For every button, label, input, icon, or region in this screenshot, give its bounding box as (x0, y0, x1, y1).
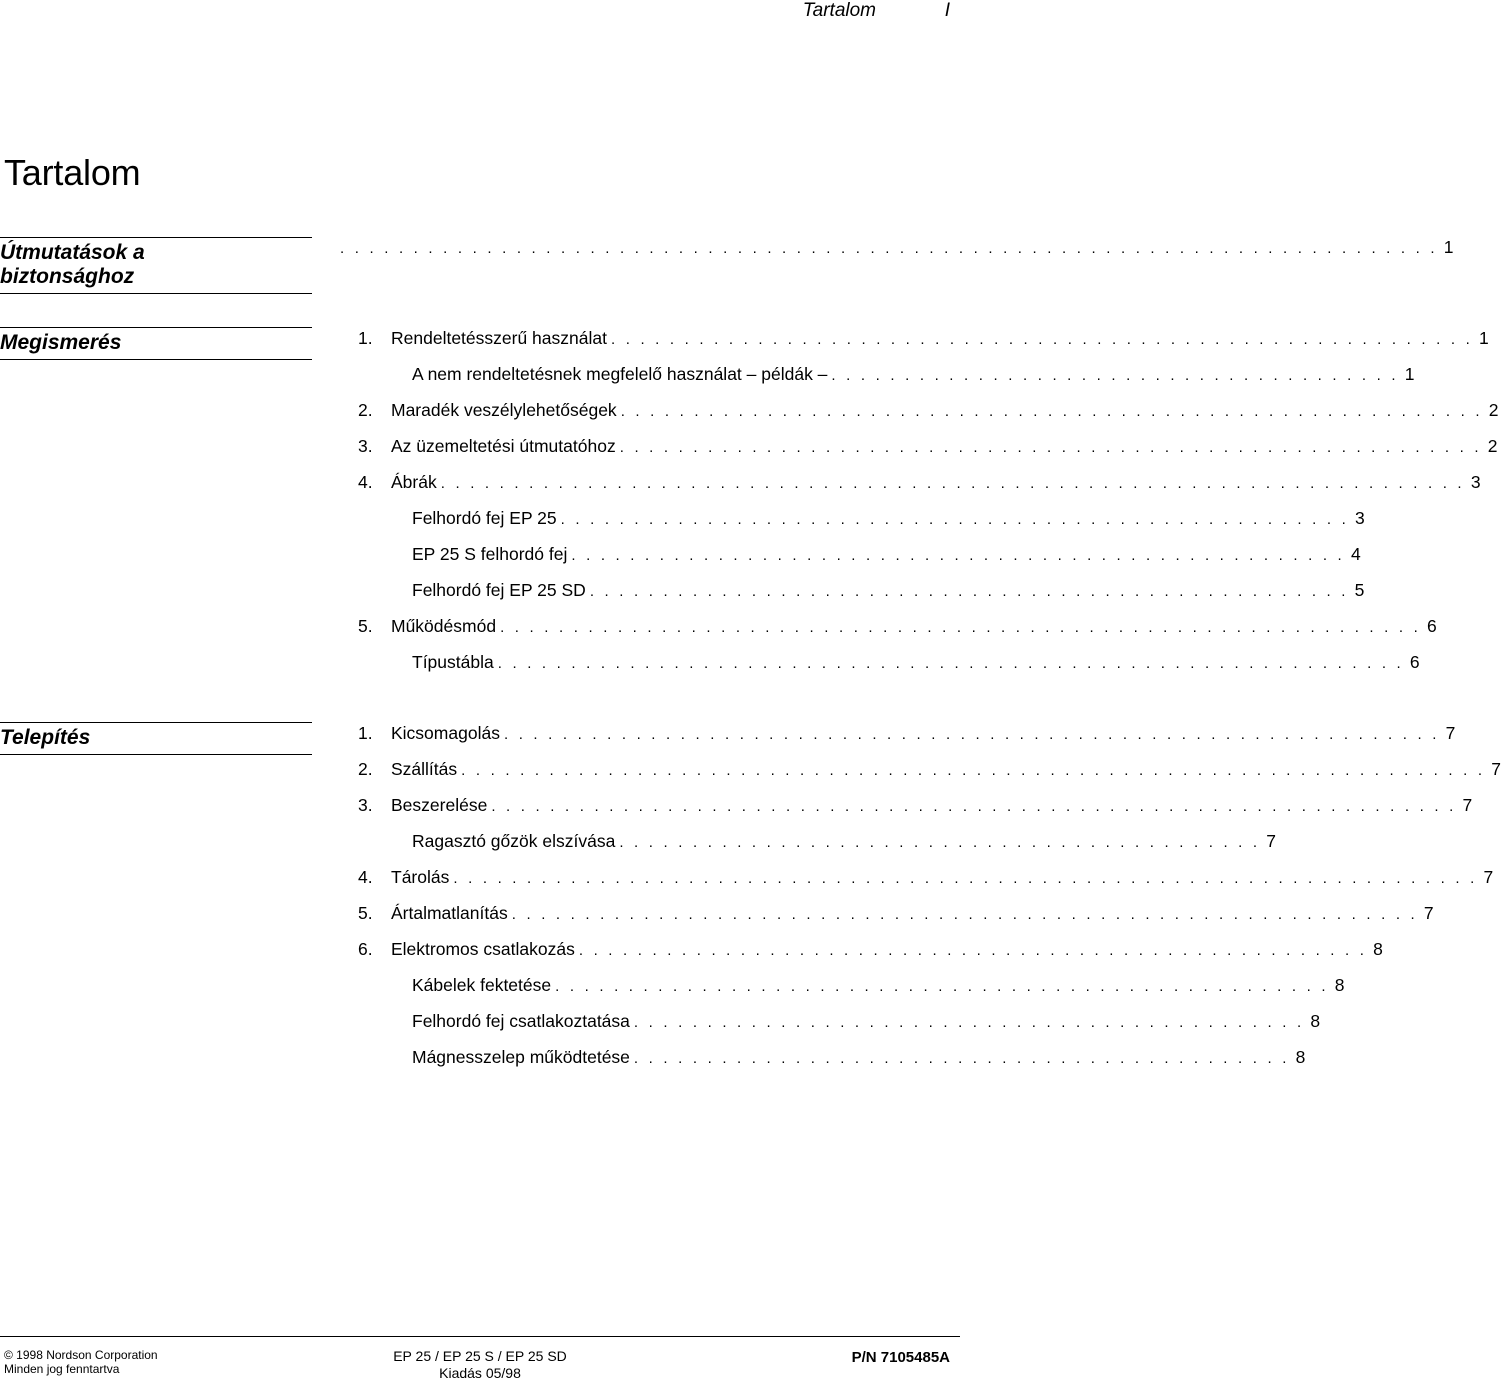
toc-entry[interactable] (412, 506, 1365, 530)
toc-page-number: 7 (1483, 867, 1494, 887)
toc-page-number: 7 (1266, 831, 1277, 851)
toc-entry[interactable] (412, 829, 1277, 853)
toc-entry[interactable] (412, 1045, 1306, 1069)
toc-entry-label: Rendeltetésszerű használat (391, 328, 607, 348)
toc-entry-label: Mágnesszelep működtetése (412, 1047, 630, 1067)
dot-leader: . . . . . . . . . . . . . . . . . . . . . . . . . . . . . . . . . . . . . . . . . . . . . . . . . . . . (589, 583, 1349, 600)
section-heading-line: Útmutatások a (0, 241, 145, 264)
toc-entry-label: Felhordó fej csatlakoztatása (412, 1011, 630, 1031)
toc-entry-label: Kábelek fektetése (412, 975, 552, 995)
toc-entry-number: 2. (358, 400, 373, 420)
toc-page-number: 8 (1373, 939, 1383, 959)
toc-page-number: 3 (1354, 508, 1365, 528)
dot-leader: . . . . . . . . . . . . . . . . . . . . . . . . . . . . . . . . . . . . . . . . . . . . . . . . . . . . . . . . . . . . . . . . . . . . . . (453, 870, 1478, 887)
dot-leader: . . . . . . . . . . . . . . . . . . . . . . . . . . . . . . . . . . . . . . . . . . . . . . . . . . . . . . . . . . . (619, 439, 1482, 456)
dot-leader: . . . . . . . . . . . . . . . . . . . . . . . . . . . . . . . . . . . . . . . . . . . . . . . . . . . . . . (560, 511, 1349, 528)
section-heading-safety (0, 237, 312, 294)
dot-leader: . . . . . . . . . . . . . . . . . . . . . . . . . . . . . . . . . . . . . . . . . . . . . . (633, 1014, 1305, 1031)
footer-edition: Kiadás 05/98 (439, 1365, 521, 1381)
running-header-title: Tartalom (802, 0, 876, 21)
page-title: Tartalom (4, 152, 141, 193)
toc-entry-label: Típustábla (412, 652, 494, 672)
toc-entry-label: Felhordó fej EP 25 (412, 508, 557, 528)
dot-leader: . . . . . . . . . . . . . . . . . . . . . . . . . . . . . . . . . . . . . . . . . . . . . . . . . . . . . . . . . . . (610, 331, 1473, 348)
toc-entry-number: 1. (358, 723, 373, 743)
toc-page-number: 1 (1443, 237, 1454, 257)
footer-rights: Minden jog fenntartva (4, 1362, 120, 1376)
toc-entry-label: Az üzemeltetési útmutatóhoz (391, 436, 616, 456)
toc-entry[interactable] (358, 326, 1489, 350)
dot-leader: . . . . . . . . . . . . . . . . . . . . . . . . . . . . . . . . . . . . . . . . . . . . . . . . . . . . . . (578, 942, 1368, 959)
footer-copyright-block (4, 1348, 158, 1376)
toc-entry-label: Kicsomagolás (391, 723, 500, 743)
dot-leader: . . . . . . . . . . . . . . . . . . . . . . . . . . . . . . . . . . . . . . . (831, 367, 1399, 384)
toc-entry[interactable] (412, 362, 1415, 386)
footer-product: EP 25 / EP 25 S / EP 25 SD (393, 1348, 567, 1364)
toc-page-number: 8 (1310, 1011, 1321, 1031)
toc-entry[interactable] (358, 721, 1456, 745)
toc-entry[interactable] (358, 793, 1473, 817)
section-heading-line: Telepítés (0, 726, 91, 749)
toc-page-number: 1 (1478, 328, 1489, 348)
toc-page-number: 1 (1404, 364, 1415, 384)
dot-leader: . . . . . . . . . . . . . . . . . . . . . . . . . . . . . . . . . . . . . . . . . . . . . . . . . . . . . . . . . . . . . . (511, 906, 1418, 923)
dot-leader: . . . . . . . . . . . . . . . . . . . . . . . . . . . . . . . . . . . . . . . . . . . . . . . . . . . . . . . . . . . . . . . . . . . . . . (440, 475, 1465, 492)
toc-entry-label: A nem rendeltetésnek megfelelő használat – példák – (412, 364, 828, 384)
dot-leader: . . . . . . . . . . . . . . . . . . . . . . . . . . . . . . . . . . . . . . . . . . . . . . . . . . . . . . . . . . . . . . . . . . . . . . . . . . . (340, 240, 1438, 257)
dot-leader: . . . . . . . . . . . . . . . . . . . . . . . . . . . . . . . . . . . . . . . . . . . . . . . . . . . . . . . . . . . (620, 403, 1483, 420)
toc-page-number: 7 (1445, 723, 1456, 743)
toc-page-number: 7 (1491, 759, 1501, 779)
toc-entry-label: Elektromos csatlakozás (391, 939, 575, 959)
toc-entry-number: 4. (358, 472, 373, 492)
toc-entry[interactable] (412, 1009, 1321, 1033)
footer-part-number: P/N 7105485A (851, 1349, 950, 1366)
toc-entry-number: 3. (358, 795, 373, 815)
toc-page-number: 6 (1427, 616, 1437, 636)
section-heading-installation (0, 722, 312, 755)
toc-entry[interactable] (358, 470, 1481, 494)
toc-entry[interactable] (358, 937, 1383, 961)
toc-entry[interactable] (358, 434, 1498, 458)
toc-entry-number: 5. (358, 616, 373, 636)
toc-entry-label: EP 25 S felhordó fej (412, 544, 568, 564)
toc-entry-number: 2. (358, 759, 373, 779)
toc-entry[interactable] (358, 901, 1434, 925)
footer-product-block (390, 1348, 570, 1382)
toc-page-number: 6 (1409, 652, 1420, 672)
toc-entry[interactable] (358, 865, 1494, 889)
toc-entry[interactable] (412, 578, 1365, 602)
running-header-page-number: I (944, 0, 950, 21)
toc-entry-number: 6. (358, 939, 373, 959)
dot-leader: . . . . . . . . . . . . . . . . . . . . . . . . . . . . . . . . . . . . . . . . . . . . . . . . . . . . . . . . . . . . . . . . . . . . . . (461, 762, 1486, 779)
toc-page-number: 5 (1354, 580, 1365, 600)
toc-page-number: 4 (1350, 544, 1361, 564)
toc-page-number: 7 (1423, 903, 1434, 923)
toc-entry[interactable] (412, 542, 1361, 566)
dot-leader: . . . . . . . . . . . . . . . . . . . . . . . . . . . . . . . . . . . . . . . . . . . . . (633, 1050, 1290, 1067)
toc-entry-label: Tárolás (391, 867, 450, 887)
toc-entry[interactable] (412, 973, 1345, 997)
toc-entry-label: Beszerelése (391, 795, 488, 815)
toc-page-number: 8 (1334, 975, 1345, 995)
toc-entry-label: Szállítás (391, 759, 458, 779)
dot-leader: . . . . . . . . . . . . . . . . . . . . . . . . . . . . . . . . . . . . . . . . . . . . . . . . . . . . . (571, 547, 1345, 564)
dot-leader: . . . . . . . . . . . . . . . . . . . . . . . . . . . . . . . . . . . . . . . . . . . . . . . . . . . . . . . . . . . . . . . (500, 619, 1421, 636)
toc-entry[interactable] (358, 614, 1437, 638)
running-header (0, 0, 960, 26)
dot-leader: . . . . . . . . . . . . . . . . . . . . . . . . . . . . . . . . . . . . . . . . . . . . . . . . . . . . . . . . . . . . . . . . (503, 726, 1440, 743)
footer-rule (0, 1336, 960, 1337)
toc-entry[interactable] (336, 235, 1454, 259)
toc-page-number: 8 (1295, 1047, 1306, 1067)
dot-leader: . . . . . . . . . . . . . . . . . . . . . . . . . . . . . . . . . . . . . . . . . . . . . . . . . . . . . . . . . . . . . . (497, 655, 1404, 672)
toc-entry-label: Ragasztó gőzök elszívása (412, 831, 616, 851)
toc-entry-number: 3. (358, 436, 373, 456)
section-heading-line: biztonsághoz (0, 265, 135, 288)
toc-entry-label: Ártalmatlanítás (391, 903, 508, 923)
toc-entry-number: 4. (358, 867, 373, 887)
toc-entry-number: 1. (358, 328, 373, 348)
toc-entry-label: Maradék veszélylehetőségek (391, 400, 617, 420)
section-heading-line: Megismerés (0, 331, 122, 354)
toc-entry-number: 5. (358, 903, 373, 923)
toc-entry[interactable] (358, 398, 1499, 422)
toc-entry-label: Felhordó fej EP 25 SD (412, 580, 586, 600)
toc-page-number: 3 (1470, 472, 1481, 492)
toc-page-number: 2 (1488, 400, 1499, 420)
dot-leader: . . . . . . . . . . . . . . . . . . . . . . . . . . . . . . . . . . . . . . . . . . . . . . . . . . . . . . . . . . . . . . . . . . (491, 798, 1457, 815)
toc-entry[interactable] (358, 757, 1501, 781)
toc-page-number: 2 (1487, 436, 1498, 456)
toc-entry[interactable] (412, 650, 1420, 674)
toc-entry-label: Ábrák (391, 472, 437, 492)
section-heading-overview (0, 327, 312, 360)
dot-leader: . . . . . . . . . . . . . . . . . . . . . . . . . . . . . . . . . . . . . . . . . . . . . . . . . . . . . (555, 978, 1329, 995)
toc-page-number: 7 (1462, 795, 1473, 815)
dot-leader: . . . . . . . . . . . . . . . . . . . . . . . . . . . . . . . . . . . . . . . . . . . . (619, 834, 1261, 851)
toc-entry-label: Működésmód (391, 616, 497, 636)
footer-copyright: © 1998 Nordson Corporation (4, 1348, 158, 1362)
